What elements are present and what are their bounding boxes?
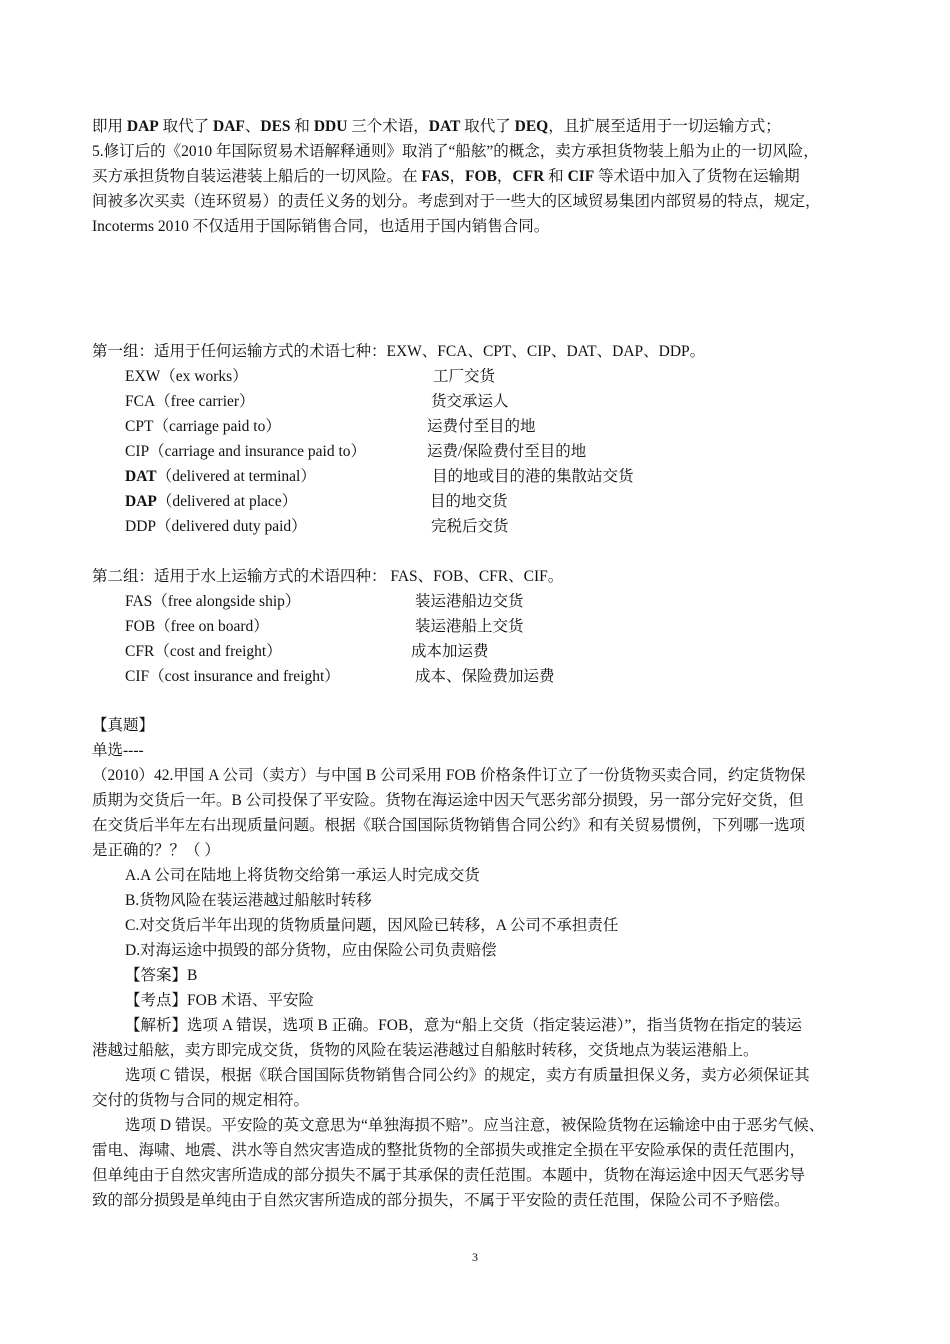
intro-line-2: 5.修订后的《2010 年国际贸易术语解释通则》取消了“船舷”的概念，卖方承担货物装上船为止的一切风险， xyxy=(92,143,819,160)
answer: 【答案】B xyxy=(125,967,198,984)
analysis-c-line-2: 交付的货物与合同的规定相符。 xyxy=(92,1092,310,1109)
intro-line-4: 间被多次买卖（连环贸易）的责任义务的划分。考虑到对于一些大的区域贸易集团内部贸易的特点，规定， xyxy=(92,193,821,210)
term-dap: DAP（delivered at place） xyxy=(125,493,298,510)
question-line-2: 质期为交货后一年。B 公司投保了平安险。货物在海运途中因天气恶劣部分损毁，另一部分完好交货，但 xyxy=(92,792,804,809)
term-exw-cn: 工厂交货 xyxy=(433,368,496,385)
analysis-line-1: 【解析】选项 A 错误，选项 B 正确。FOB，意为“船上交货（指定装运港）”，指当货物在指定的装运 xyxy=(125,1017,802,1034)
question-line-4: 是正确的？？（ ） xyxy=(92,842,220,859)
term-cfr-cn: 成本加运费 xyxy=(411,643,489,660)
term-cif: CIF（cost insurance and freight） xyxy=(125,668,340,685)
exam-point: 【考点】FOB 术语、平安险 xyxy=(125,992,315,1009)
term-exw: EXW（ex works） xyxy=(125,368,248,385)
intro-line-1: 即用 DAP 取代了 DAF、DES 和 DDU 三个术语，DAT 取代了 DEQ，且扩展至适用于一切运输方式； xyxy=(92,118,781,135)
group2-title: 第二组：适用于水上运输方式的术语四种： FAS、FOB、CFR、CIF。 xyxy=(92,568,564,585)
term-fas: FAS（free alongside ship） xyxy=(125,593,301,610)
term-cip-cn: 运费/保险费付至目的地 xyxy=(427,443,587,460)
option-d: D.对海运途中损毁的部分货物，应由保险公司负责赔偿 xyxy=(125,942,497,959)
analysis-d-line-3: 但单纯由于自然灾害所造成的部分损失不属于其承保的责任范围。本题中，货物在海运途中因天气恶劣导 xyxy=(92,1167,806,1184)
analysis-line-2: 港越过船舷，卖方即完成交货，货物的风险在装运港越过自船舷时转移，交货地点为装运港船上。 xyxy=(92,1042,759,1059)
term-dat-cn: 目的地或目的港的集散站交货 xyxy=(432,468,634,485)
question-line-3: 在交货后半年左右出现质量问题。根据《联合国国际货物销售合同公约》和有关贸易惯例，下列哪一选项 xyxy=(92,817,806,834)
term-dap-cn: 目的地交货 xyxy=(430,493,508,510)
intro-line-3: 买方承担货物自装运港装上船后的一切风险。在 FAS，FOB，CFR 和 CIF 等术语中加入了货物在运输期 xyxy=(92,168,800,185)
term-ddp-cn: 完税后交货 xyxy=(431,518,509,535)
exam-type: 单选---- xyxy=(92,742,144,759)
term-fob: FOB（free on board） xyxy=(125,618,269,635)
option-a: A.A 公司在陆地上将货物交给第一承运人时完成交货 xyxy=(125,867,480,884)
analysis-d-line-1: 选项 D 错误。平安险的英文意思为“单独海损不赔”。应当注意，被保险货物在运输途中由于恶劣气候、 xyxy=(125,1117,825,1134)
term-cip: CIP（carriage and insurance paid to） xyxy=(125,443,367,460)
term-cif-cn: 成本、保险费加运费 xyxy=(415,668,555,685)
term-fob-cn: 装运港船上交货 xyxy=(415,618,524,635)
intro-line-5: Incoterms 2010 不仅适用于国际销售合同，也适用于国内销售合同。 xyxy=(92,218,550,235)
term-cpt: CPT（carriage paid to） xyxy=(125,418,281,435)
term-fca-cn: 货交承运人 xyxy=(431,393,509,410)
exam-header: 【真题】 xyxy=(92,717,155,734)
term-ddp: DDP（delivered duty paid） xyxy=(125,518,307,535)
analysis-d-line-4: 致的部分损毁是单纯由于自然灾害所造成的部分损失，不属于平安险的责任范围，保险公司不予赔偿。 xyxy=(92,1192,790,1209)
question-line-1: （2010）42.甲国 A 公司（卖方）与中国 B 公司采用 FOB 价格条件订立了一份货物买卖合同，约定货物保 xyxy=(92,767,806,784)
term-cfr: CFR（cost and freight） xyxy=(125,643,282,660)
analysis-d-line-2: 雷电、海啸、地震、洪水等自然灾害造成的整批货物的全部损失或推定全损在平安险承保的责任范围内， xyxy=(92,1142,806,1159)
page-number: 3 xyxy=(472,1250,478,1264)
option-b: B.货物风险在装运港越过船舷时转移 xyxy=(125,892,372,909)
option-c: C.对交货后半年出现的货物质量问题，因风险已转移，A 公司不承担责任 xyxy=(125,917,619,934)
term-cpt-cn: 运费付至目的地 xyxy=(427,418,536,435)
group1-title: 第一组：适用于任何运输方式的术语七种：EXW、FCA、CPT、CIP、DAT、DAP、DDP。 xyxy=(92,343,706,360)
term-fca: FCA（free carrier） xyxy=(125,393,255,410)
term-dat: DAT（delivered at terminal） xyxy=(125,468,316,485)
analysis-c-line-1: 选项 C 错误，根据《联合国国际货物销售合同公约》的规定，卖方有质量担保义务，卖方必须保证其 xyxy=(125,1067,810,1084)
term-fas-cn: 装运港船边交货 xyxy=(415,593,524,610)
